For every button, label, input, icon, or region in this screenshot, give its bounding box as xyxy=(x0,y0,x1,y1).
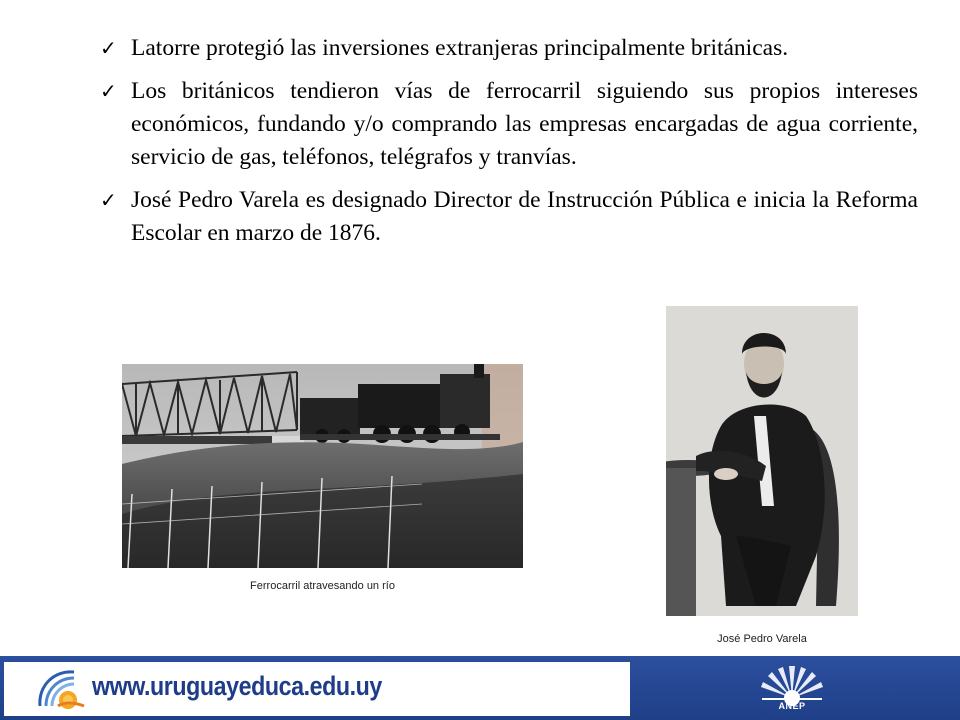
varela-portrait-photo xyxy=(666,306,858,616)
bullet-text: Latorre protegió las inversiones extranjeras principalmente británicas. xyxy=(131,35,789,61)
train-bridge-photo xyxy=(122,364,523,568)
bullet-list xyxy=(100,32,918,260)
footer-banner xyxy=(0,656,960,720)
bullet-text: Los británicos tendieron vías de ferrocarril siguiendo sus propios intereses económicos, fundando y/o comprando las empresas encargadas de agua corriente, servicio de gas, teléfonos, telégrafos y tranvías. xyxy=(131,78,918,170)
bullet-item xyxy=(100,75,918,174)
check-icon: ✓ xyxy=(100,79,117,103)
varela-photo-caption: José Pedro Varela xyxy=(717,633,807,645)
uruguayeduca-logo-icon xyxy=(34,666,90,712)
varela-portrait-illustration xyxy=(666,306,858,616)
bullet-item xyxy=(100,184,918,250)
check-icon: ✓ xyxy=(100,36,117,60)
bullet-item xyxy=(100,32,918,65)
train-bridge-illustration xyxy=(122,364,523,568)
check-icon: ✓ xyxy=(100,188,117,212)
anep-label: ANEP xyxy=(778,701,806,711)
bullet-text: José Pedro Varela es designado Director de Instrucción Pública e inicia la Reforma Escolar en marzo de 1876. xyxy=(131,187,918,246)
footer-url-panel xyxy=(4,662,630,716)
site-url-link[interactable]: www.uruguayeduca.edu.uy xyxy=(92,671,382,701)
train-photo-caption: Ferrocarril atravesando un río xyxy=(250,580,395,592)
